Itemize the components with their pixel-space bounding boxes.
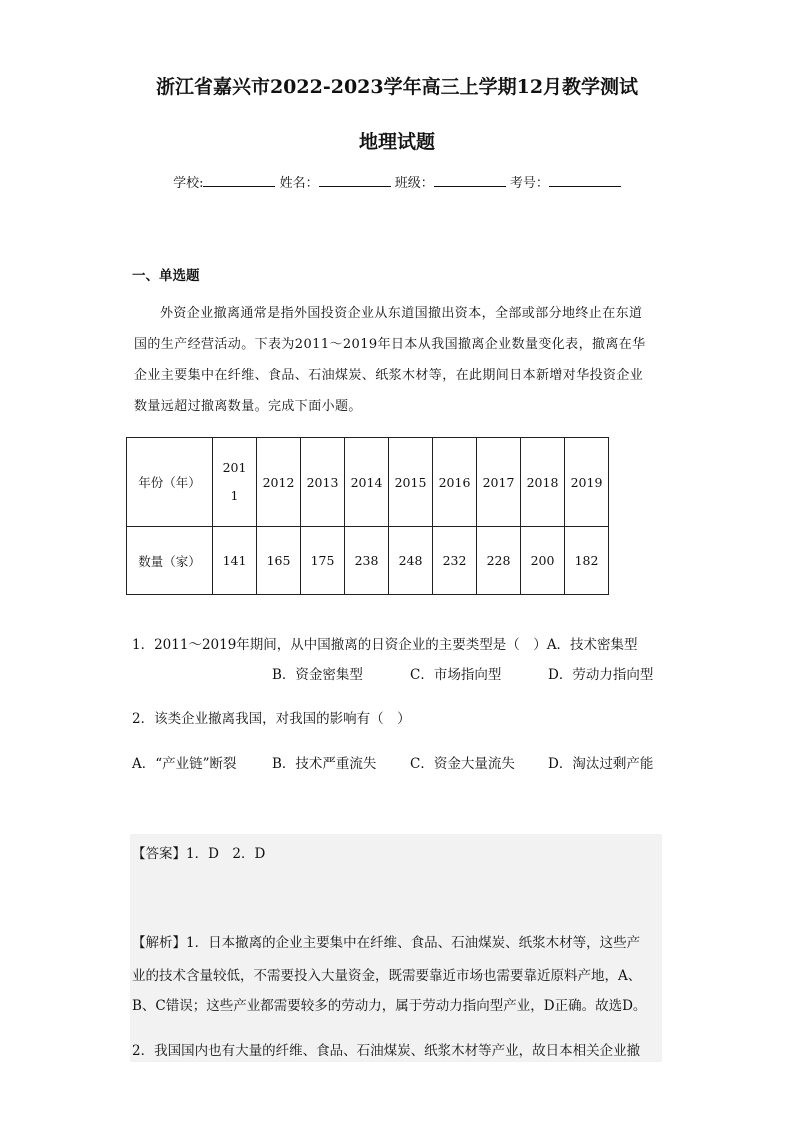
exam-number-blank [549,174,621,187]
analysis-label: 【解析】 [132,935,186,951]
answer-text: 1．D 2．D [186,846,266,862]
school-label: 学校: [173,176,204,191]
analysis-line: 业的技术含量较低，不需要投入大量资金，既需要靠近市场也需要靠近原料产地，A、 [132,968,642,984]
passage-line: 数量远超过撤离数量。完成下面小题。 [134,399,362,414]
count-cell: 200 [521,527,565,595]
table-row-counts [127,527,609,595]
q2-option-b[interactable]: B．技术严重流失 [272,756,377,772]
count-cell: 238 [345,527,389,595]
year-header: 年份（年） [127,438,213,527]
count-cell: 232 [433,527,477,595]
count-cell: 165 [257,527,301,595]
count-header: 数量（家） [127,527,213,595]
q1-option-d[interactable]: D．劳动力指向型 [548,667,654,683]
year-cell: 2013 [301,438,345,527]
count-cell: 248 [389,527,433,595]
year-cell: 201 1 [213,438,257,527]
exam-number-label: 考号： [509,176,549,191]
document-subtitle: 地理试题 [358,131,435,153]
q1-option-a[interactable]: A．技术密集型 [546,637,638,653]
count-cell: 141 [213,527,257,595]
document-title: 浙江省嘉兴市2022-2023学年高三上学期12月教学测试 [155,76,639,98]
section-heading: 一、单选题 [132,268,200,284]
class-label: 班级： [394,176,434,191]
year-cell: 2016 [433,438,477,527]
student-info-line [0,172,794,191]
analysis-line: 【解析】1．日本撤离的企业主要集中在纤维、食品、石油煤炭、纸浆木材等，这些产 [132,935,641,951]
answer-line [132,842,265,862]
withdrawal-table [126,437,609,595]
passage [134,298,664,422]
answer-label: 【答案】 [132,846,186,862]
q2-option-d[interactable]: D．淘汰过剩产能 [548,756,654,772]
analysis-line: 2．我国国内也有大量的纤维、食品、石油煤炭、纸浆木材等产业，故日本相关企业撤 [132,1043,641,1059]
class-blank [434,174,506,187]
analysis-line: B、C错误；这些产业都需要较多的劳动力，属于劳动力指向型产业，D正确。故选D。 [132,998,647,1014]
year-cell: 2015 [389,438,433,527]
name-label: 姓名： [279,176,319,191]
name-blank [319,174,391,187]
q2-option-a[interactable]: A．“产业链”断裂 [132,756,237,772]
question-1-stem: 1．2011～2019年期间，从中国撤离的日资企业的主要类型是（ ）A．技术密集型 [132,637,638,653]
table-row-years [127,438,609,527]
q1-option-c[interactable]: C．市场指向型 [410,667,502,683]
count-cell: 175 [301,527,345,595]
passage-line: 企业主要集中在纤维、食品、石油煤炭、纸浆木材等，在此期间日本新增对华投资企业 [134,368,644,383]
year-cell: 2017 [477,438,521,527]
year-cell: 2012 [257,438,301,527]
passage-line: 国的生产经营活动。下表为2011～2019年日本从我国撤离企业数量变化表，撤离在华 [134,337,646,352]
passage-line: 外资企业撤离通常是指外国投资企业从东道国撤出资本，全部或部分地终止在东道 [160,306,643,321]
count-cell: 228 [477,527,521,595]
q2-option-c[interactable]: C．资金大量流失 [410,756,515,772]
question-2-stem: 2．该类企业撤离我国，对我国的影响有（ ） [132,711,411,727]
year-cell: 2019 [565,438,609,527]
school-blank [203,174,275,187]
count-cell: 182 [565,527,609,595]
q1-option-b[interactable]: B．资金密集型 [272,667,363,683]
year-cell: 2018 [521,438,565,527]
year-cell: 2014 [345,438,389,527]
